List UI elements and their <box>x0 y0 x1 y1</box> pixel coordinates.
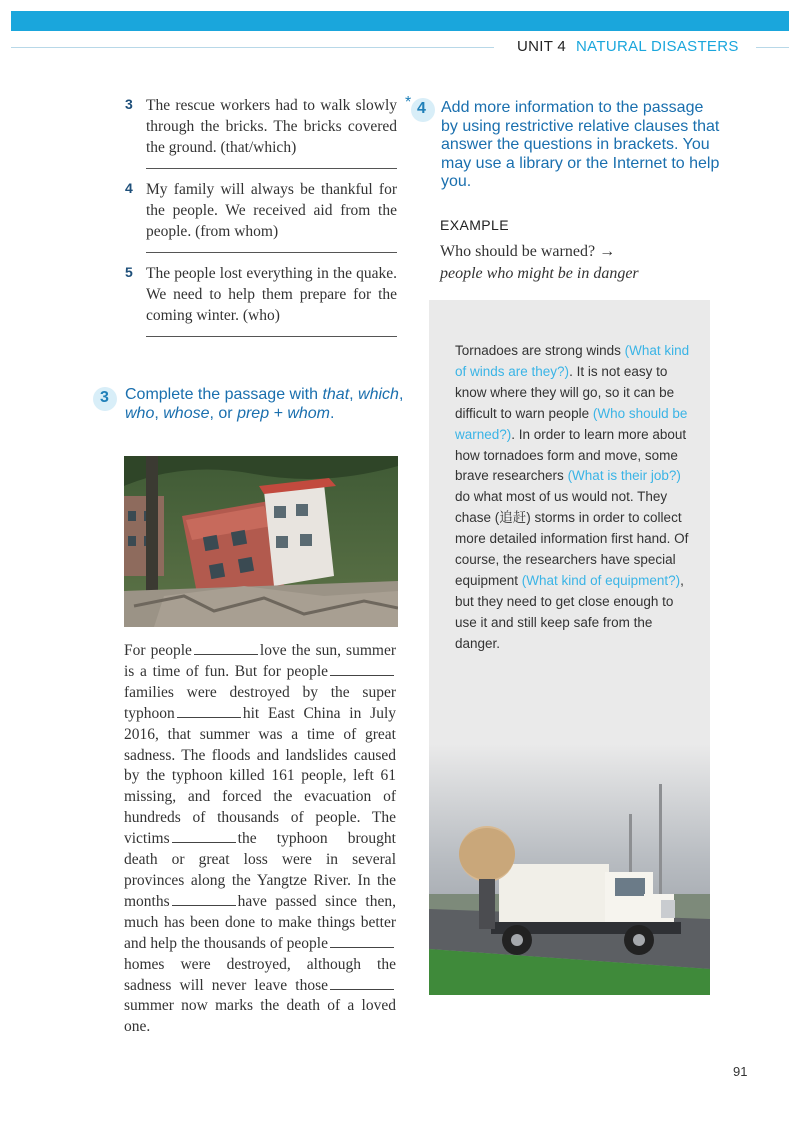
item-number: 4 <box>125 180 133 196</box>
bracket-question: (What is their job?) <box>567 468 681 484</box>
top-color-bar <box>11 11 789 31</box>
answer-line[interactable] <box>146 168 397 169</box>
example-question: Who should be warned? → <box>440 243 616 260</box>
answer-line[interactable] <box>146 336 397 337</box>
blank-field[interactable] <box>177 706 241 718</box>
blank-field[interactable] <box>172 894 236 906</box>
item-number: 5 <box>125 264 133 280</box>
section-title: Add more information to the passage by using restrictive relative clauses that answer the questions in brackets. You may use a library or the Internet to help you. <box>441 99 720 190</box>
answer-line[interactable] <box>146 252 397 253</box>
bracket-question: (What kind of winds are they?) <box>455 343 690 379</box>
item-number: 3 <box>125 96 133 112</box>
earthquake-photo <box>124 456 398 627</box>
storm-chaser-truck-illustration <box>429 744 710 995</box>
tornado-passage: Tornadoes are strong winds (What kind of winds are they?). It is not easy to know where they will go, so it can be difficult to warn people (Who should be warned?). In order to learn more about how tornadoes form and move, some brave researchers (What is their job?) do what most of us would not. They chase (追赶) storms in order to collect more detailed information first hand. Of course, the researchers have special equipment (What kind of equipment?), but they need to get close enough to use it and still keep safe from the danger. <box>455 343 690 651</box>
unit-label: UNIT 4 <box>517 38 567 55</box>
item-text: The rescue workers had to walk slowly through the bricks. The bricks covered the ground. (that/which) <box>146 97 397 156</box>
storm-truck-photo <box>429 744 710 995</box>
section-number: 4 <box>411 98 437 122</box>
header-rule <box>756 47 789 48</box>
unit-title: NATURAL DISASTERS <box>576 38 739 55</box>
exercise-item <box>125 263 397 337</box>
damaged-buildings-illustration <box>124 456 398 627</box>
example-answer: people who might be in danger <box>440 265 639 282</box>
item-text: The people lost everything in the quake. We need to help them prepare for the coming winter. (who) <box>146 265 397 324</box>
bracket-question: (Who should be warned?) <box>455 405 688 442</box>
blank-field[interactable] <box>172 831 236 843</box>
challenge-star-icon: * <box>405 94 412 111</box>
bracket-question: (What kind of equipment?) <box>521 572 681 588</box>
blank-field[interactable] <box>330 978 394 990</box>
example-label: EXAMPLE <box>440 217 509 233</box>
passage-text: For people love the sun, summer is a time of fun. But for peoplefamilies were destroyed by the super typhoon hit East China in July 2016, that summer was a time of great sadness. The floods and landslides caused by the typhoon killed 161 people, left 61 missing, and forced the evacuation of hundreds of thousands of people. The victims the typhoon brought death or great loss were in several provinces along the Yangtze River. In the months have passed since then, much has been done to make things better and help the thousands of peoplehomes were destroyed, although the sadness will never leave thosesummer now marks the death of a loved one. <box>124 642 396 1036</box>
header-rule <box>11 47 494 48</box>
blank-field[interactable] <box>330 936 394 948</box>
exercise-item <box>125 95 397 169</box>
blank-field[interactable] <box>330 664 394 676</box>
exercise-item <box>125 179 397 253</box>
section-number: 3 <box>93 387 119 411</box>
item-text: My family will always be thankful for the people. We received aid from the people. (from whom) <box>146 181 397 240</box>
unit-header <box>517 38 739 55</box>
page-number: 91 <box>733 1064 748 1079</box>
blank-field[interactable] <box>194 643 258 655</box>
section-title: Complete the passage with that, which, who, whose, or prep + whom. <box>125 386 404 422</box>
